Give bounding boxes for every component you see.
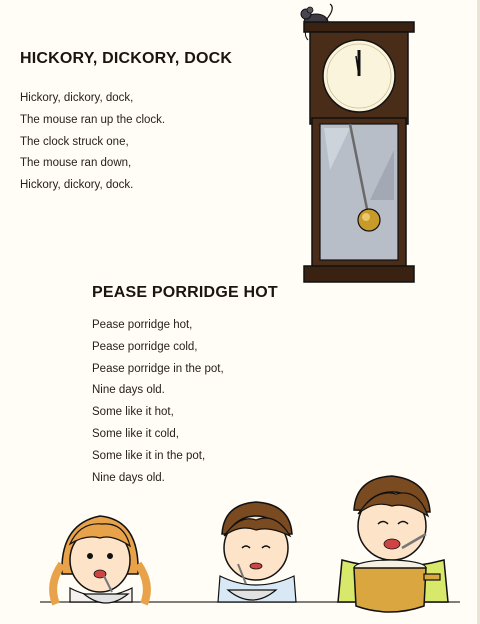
verse-line: Nine days old. xyxy=(92,384,165,397)
verse-line: The clock struck one, xyxy=(20,135,129,148)
girl-eating-porridge-icon xyxy=(53,516,147,604)
poem-title-pease: PEASE PORRIDGE HOT xyxy=(92,284,278,301)
verse-line: Some like it in the pot, xyxy=(92,449,206,462)
verse-line: Some like it hot, xyxy=(92,406,174,419)
verse-line: The mouse ran down, xyxy=(20,157,132,170)
boy-with-porridge-pot-icon xyxy=(338,476,448,612)
verse-line: Some like it cold, xyxy=(92,427,179,440)
grandfather-clock-illustration xyxy=(290,0,430,290)
verse-line: Pease porridge in the pot, xyxy=(92,362,224,375)
verse-line: Pease porridge hot, xyxy=(92,319,193,331)
verse-line: The mouse ran up the clock. xyxy=(20,113,166,126)
verse-line: Pease porridge cold, xyxy=(92,340,198,353)
verse-line: Hickory, dickory, dock, xyxy=(20,92,134,104)
children-illustration xyxy=(0,464,480,624)
poem-title-hickory: HICKORY, DICKORY, DOCK xyxy=(20,50,233,67)
poem-verse-hickory xyxy=(20,88,165,197)
verse-line: Nine days old. xyxy=(92,471,165,484)
boy-eating-porridge-icon xyxy=(218,502,296,602)
verse-line: Hickory, dickory, dock. xyxy=(20,179,134,192)
